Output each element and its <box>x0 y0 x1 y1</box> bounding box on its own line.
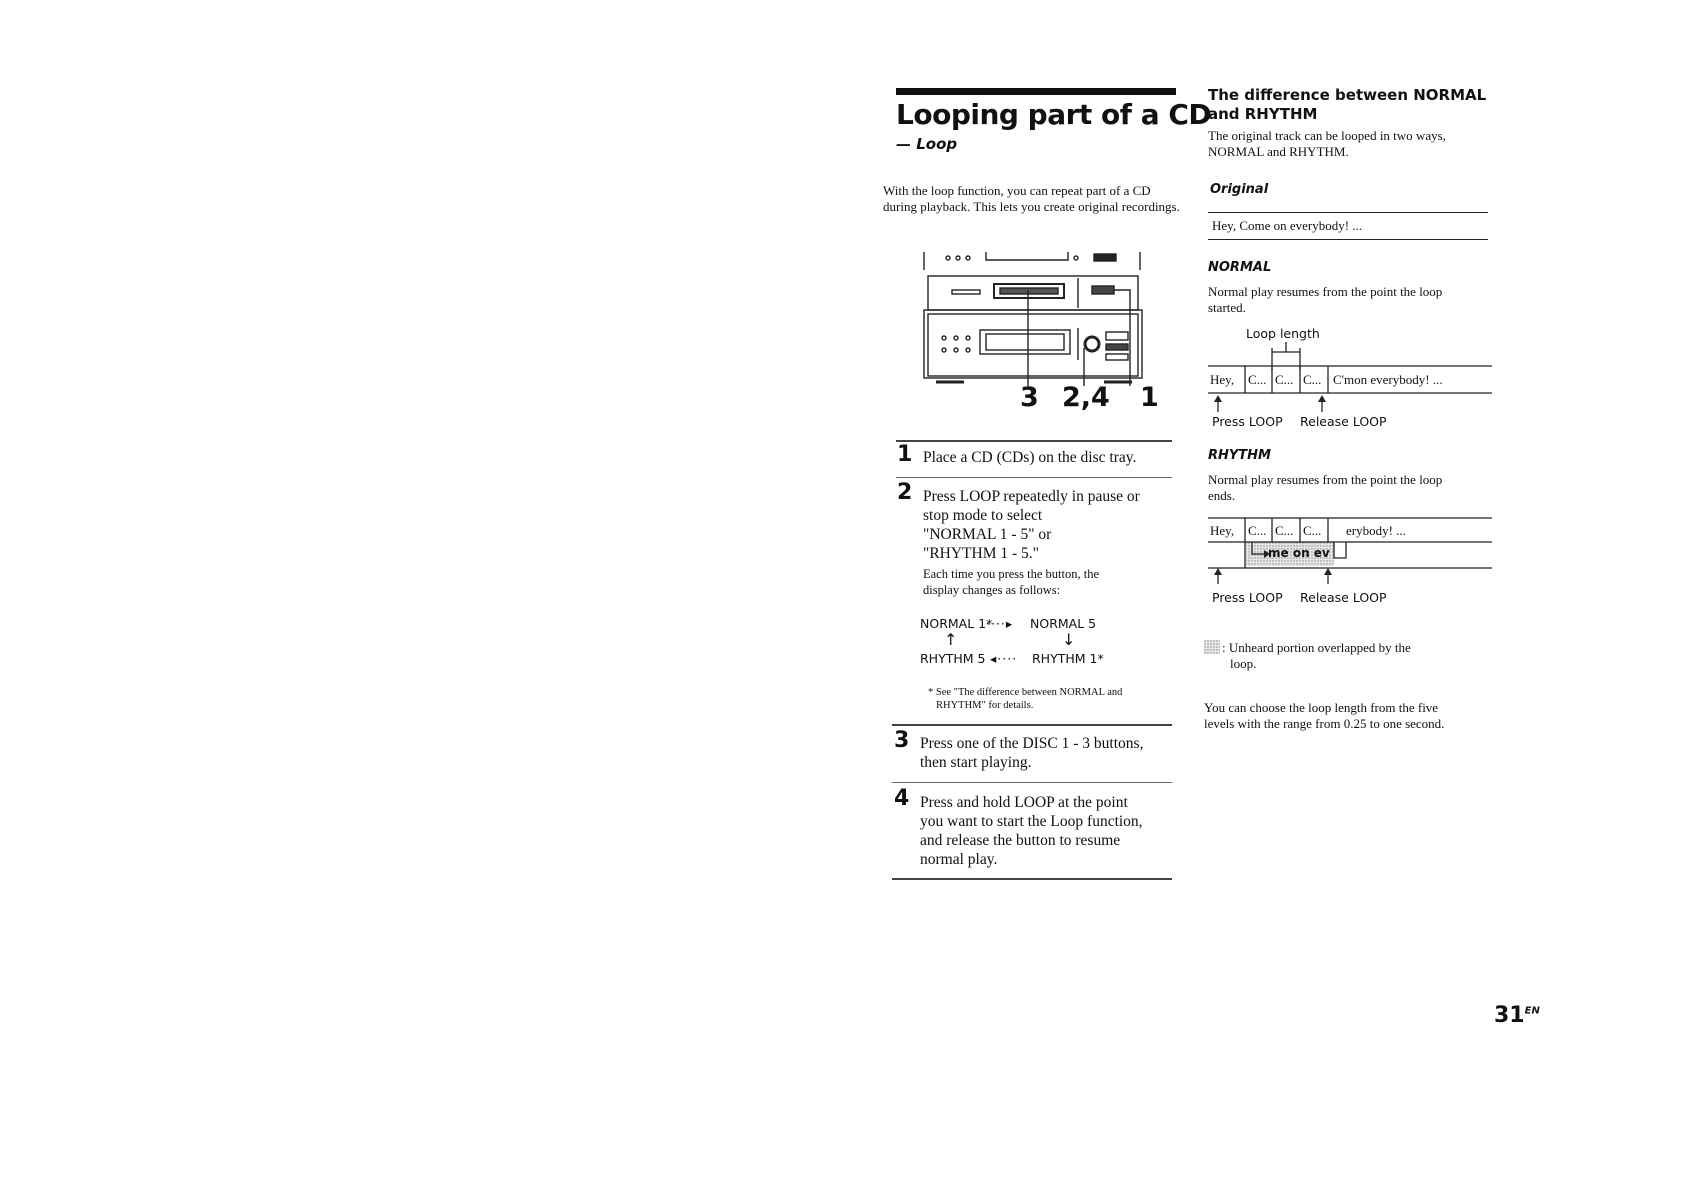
release-loop-label: Release LOOP <box>1300 414 1387 429</box>
footnote-line: * See "The difference between NORMAL and <box>928 687 1123 698</box>
step-4-line: normal play. <box>920 851 998 868</box>
step-2-text <box>923 487 1140 563</box>
footnote <box>928 686 1122 712</box>
difference-heading <box>1208 86 1508 124</box>
step-4-line: and release the button to resume <box>920 832 1121 849</box>
legend-line: : Unheard portion overlapped by the <box>1222 640 1411 655</box>
step-1-text: Place a CD (CDs) on the disc tray. <box>923 449 1137 466</box>
cycle-normal-1: NORMAL 1* <box>920 616 993 631</box>
page-language-suffix: EN <box>1524 1005 1540 1017</box>
callout-3: 3 <box>1020 382 1039 413</box>
cycle-normal-5: NORMAL 5 <box>1030 616 1097 631</box>
step-3-line: Press one of the DISC 1 - 3 buttons, <box>920 735 1144 752</box>
rhythm-cell: C... <box>1248 523 1267 538</box>
legend-text <box>1222 640 1411 672</box>
difference-intro-line: The original track can be looped in two ways, <box>1208 128 1446 143</box>
rhythm-cell: C... <box>1303 523 1322 538</box>
press-loop-label: Press LOOP <box>1212 590 1283 605</box>
step-2-line: "NORMAL 1 - 5" or <box>923 526 1052 543</box>
original-text: Hey, Come on everybody! ... <box>1212 218 1363 233</box>
dotted-arrow-left-icon: ◂···· <box>990 651 1018 666</box>
closing-line: You can choose the loop length from the five <box>1204 700 1439 715</box>
page-number <box>1494 1003 1540 1028</box>
normal-cell: C... <box>1248 372 1267 387</box>
normal-description-line: Normal play resumes from the point the loop <box>1208 284 1443 299</box>
difference-intro-line: NORMAL and RHYTHM. <box>1208 144 1349 159</box>
step-4-number: 4 <box>894 786 910 811</box>
original-rule <box>1208 212 1488 213</box>
step-divider <box>896 440 1172 442</box>
step-3-text <box>920 734 1143 772</box>
normal-cell: C'mon everybody! ... <box>1333 372 1443 387</box>
step-divider <box>892 782 1172 783</box>
arrow-up-icon: ↑ <box>944 630 958 649</box>
step-2-line: Press LOOP repeatedly in pause or <box>923 488 1140 505</box>
closing-line: levels with the range from 0.25 to one second. <box>1204 716 1445 731</box>
dotted-arrow-right-icon: ····▸ <box>986 616 1014 631</box>
title-bar <box>896 88 1176 95</box>
footnote-line: RHYTHM" for details. <box>936 700 1034 711</box>
step-divider <box>896 477 1172 478</box>
intro-paragraph: With the loop function, you can repeat part of a CD during playback. This lets you create original recordings. <box>883 183 1180 214</box>
difference-heading-line: and RHYTHM <box>1208 105 1318 123</box>
rhythm-cell: erybody! ... <box>1346 523 1406 538</box>
step-3-line: then start playing. <box>920 754 1032 771</box>
page-title: Looping part of a CD <box>896 98 1212 131</box>
step-1-number: 1 <box>897 442 913 467</box>
rhythm-description-line: ends. <box>1208 488 1236 503</box>
rhythm-cell: Hey, <box>1210 523 1235 538</box>
step-4-text <box>920 793 1143 869</box>
step-2-note-line: display changes as follows: <box>923 583 1061 597</box>
step-2-note <box>923 566 1099 598</box>
rhythm-description <box>1208 472 1442 504</box>
rhythm-cell: C... <box>1275 523 1294 538</box>
page-number-value: 31 <box>1494 1003 1525 1028</box>
shaded-swatch-icon <box>1204 640 1220 654</box>
step-2-number: 2 <box>897 480 913 505</box>
step-4-line: Press and hold LOOP at the point <box>920 794 1128 811</box>
release-loop-label: Release LOOP <box>1300 590 1387 605</box>
original-label: Original <box>1210 182 1269 197</box>
cycle-rhythm-1: RHYTHM 1* <box>1032 651 1104 666</box>
difference-intro <box>1208 128 1446 160</box>
callout-2-4: 2,4 <box>1062 382 1110 413</box>
normal-cell: C... <box>1275 372 1294 387</box>
page-subtitle: — Loop <box>896 135 958 153</box>
rhythm-description-line: Normal play resumes from the point the loop <box>1208 472 1443 487</box>
loop-length-label: Loop length <box>1246 326 1320 341</box>
normal-cell: C... <box>1303 372 1322 387</box>
difference-heading-line: The difference between NORMAL <box>1208 86 1487 104</box>
step-2-note-line: Each time you press the button, the <box>923 567 1100 581</box>
normal-description-line: started. <box>1208 300 1246 315</box>
rhythm-label: RHYTHM <box>1208 448 1271 463</box>
overlap-text: me on ev <box>1268 546 1330 560</box>
step-2-line: stop mode to select <box>923 507 1043 524</box>
press-loop-label: Press LOOP <box>1212 414 1283 429</box>
callout-1: 1 <box>1140 382 1159 413</box>
step-2-line: "RHYTHM 1 - 5." <box>923 545 1039 562</box>
original-rule <box>1208 239 1488 240</box>
normal-cell: Hey, <box>1210 372 1235 387</box>
legend-line: loop. <box>1230 656 1257 671</box>
step-3-number: 3 <box>894 728 910 753</box>
normal-description <box>1208 284 1442 316</box>
arrow-down-icon: ↓ <box>1062 630 1076 649</box>
step-divider <box>892 724 1172 726</box>
normal-label: NORMAL <box>1208 260 1272 275</box>
step-divider <box>892 878 1172 880</box>
cycle-rhythm-5: RHYTHM 5 <box>920 651 986 666</box>
closing-paragraph <box>1204 700 1444 732</box>
step-4-line: you want to start the Loop function, <box>920 813 1143 830</box>
